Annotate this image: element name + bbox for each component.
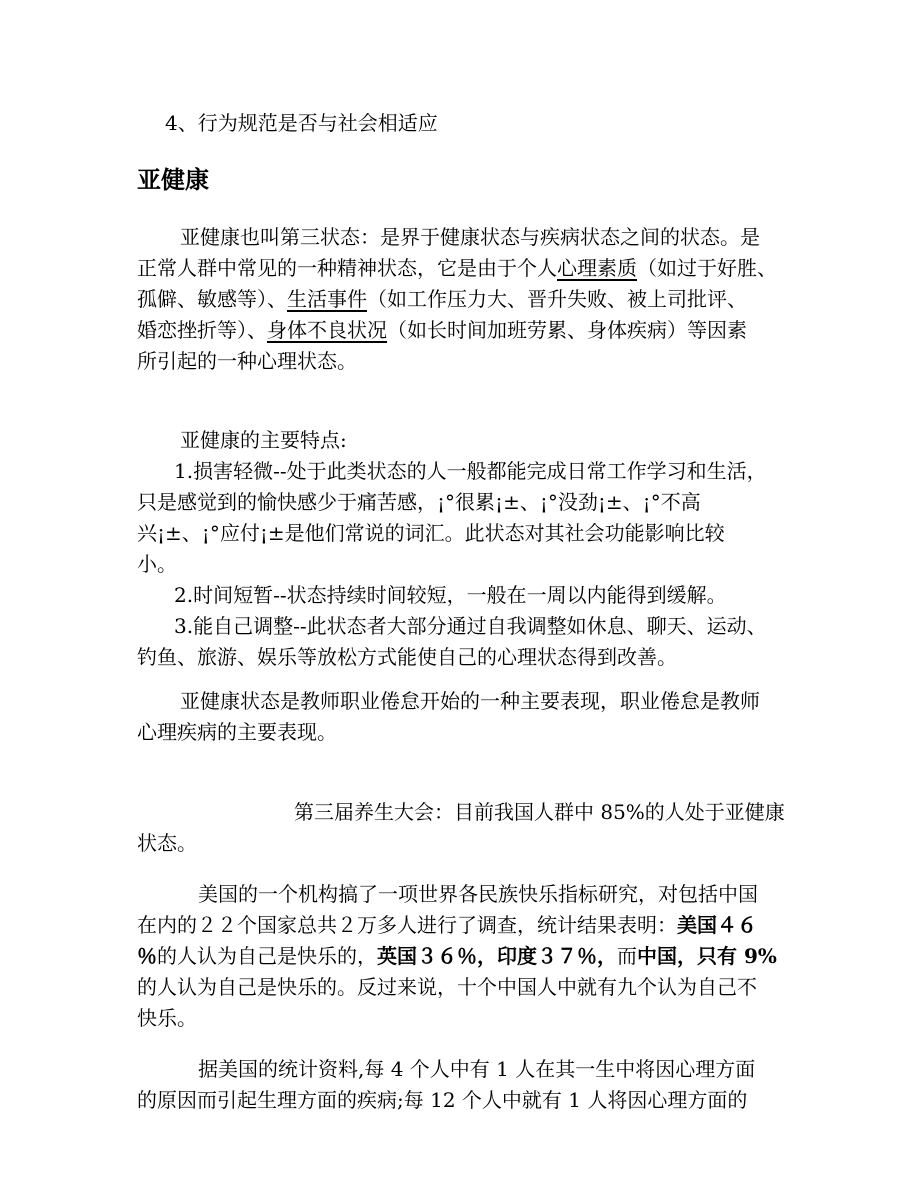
feature-1-line: 小。	[137, 552, 177, 576]
text-line: 美国的一个机构搞了一项世界各民族快乐指标研究，对包括中国	[198, 882, 758, 906]
link-psychological-quality[interactable]: 心理素质	[557, 256, 637, 280]
text-line: 所引起的一种心理状态。	[137, 349, 357, 373]
text-line: 状态。	[137, 831, 197, 855]
text-line: 心理疾病的主要表现。	[137, 720, 337, 744]
text-line	[137, 941, 777, 972]
text-span: 正常人群中常见的一种精神状态，它是由于个人	[137, 256, 557, 280]
feature-1-line: 1.损害轻微--处于此类状态的人一般都能完成日常工作学习和生活，	[174, 459, 767, 483]
text-line	[137, 253, 777, 284]
bold-span: 中国，只有 9%	[637, 944, 777, 968]
text-span: 而	[617, 944, 637, 968]
link-poor-physical-condition[interactable]: 身体不良状况	[267, 318, 387, 342]
bold-span: ％	[137, 944, 157, 968]
feature-2-line: 2.时间短暂--状态持续时间较短，一般在一周以内能得到缓解。	[174, 583, 727, 607]
features-title: 亚健康的主要特点:	[180, 428, 347, 452]
bold-span: 英国３６％，印度３７％，	[377, 944, 617, 968]
text-line: 据美国的统计资料,每 4 个人中有 1 人在其一生中将因心理方面	[198, 1057, 756, 1081]
text-line: 亚健康状态是教师职业倦怠开始的一种主要表现，职业倦怠是教师	[180, 689, 760, 713]
list-item-4: 4、行为规范是否与社会相适应	[165, 111, 438, 135]
text-span: （如长时间加班劳累、身体疾病）等因素	[387, 318, 747, 342]
bold-span: 美国４６	[677, 913, 757, 937]
feature-3-line: 钓鱼、旅游、娱乐等放松方式能使自己的心理状态得到改善。	[137, 645, 677, 669]
text-line: 的原因而引起生理方面的疾病;每 12 个人中就有 1 人将因心理方面的	[137, 1088, 748, 1112]
text-line	[137, 910, 757, 941]
text-span: 婚恋挫折等）、	[137, 318, 267, 342]
feature-3-line: 3.能自己调整--此状态者大部分通过自我调整如休息、聊天、运动、	[174, 614, 767, 638]
text-line: 第三届养生大会：目前我国人群中 85%的人处于亚健康	[294, 800, 785, 824]
link-life-events[interactable]: 生活事件	[287, 287, 367, 311]
feature-1-line: 只是感觉到的愉快感少于痛苦感，¡°很累¡±、¡°没劲¡±、¡°不高	[137, 490, 701, 514]
text-span: （如工作压力大、晋升失败、被上司批评、	[367, 287, 747, 311]
text-span: （如过于好胜、	[637, 256, 777, 280]
section-heading: 亚健康	[137, 166, 209, 194]
text-line: 亚健康也叫第三状态：是界于健康状态与疾病状态之间的状态。是	[180, 225, 760, 249]
text-span: 孤僻、敏感等）、	[137, 287, 287, 311]
text-line: 快乐。	[137, 1006, 197, 1030]
text-span: 在内的２２个国家总共２万多人进行了调查，统计结果表明：	[137, 913, 677, 937]
text-span: 的人认为自己是快乐的，	[157, 944, 377, 968]
text-line: 的人认为自己是快乐的。反过来说，十个中国人中就有九个认为自己不	[137, 975, 757, 999]
feature-1-line: 兴¡±、¡°应付¡±是他们常说的词汇。此状态对其社会功能影响比较	[137, 521, 725, 545]
text-line	[137, 315, 747, 346]
text-line	[137, 284, 747, 315]
